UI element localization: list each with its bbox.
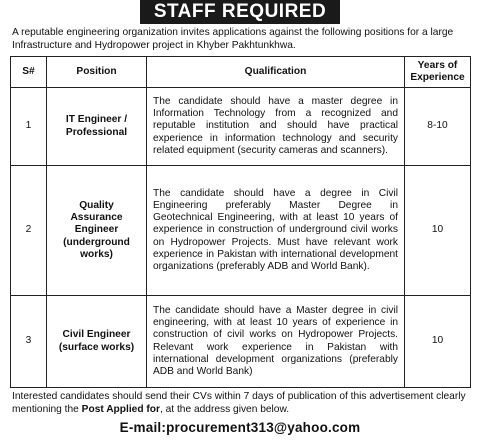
intro-text: A reputable engineering organization invites applications against the following positions for a large Infrastructure and Hydropower project in Khyber Pakhtunkhwa. [12,27,454,51]
application-instructions [12,391,468,416]
row-serial: 3 [11,296,47,388]
row-qualification: The candidate should have a master degree in Information Technology from a recognized and reputable institution and should have practical experience in information technology and security related equipment (security cameras and scanners). [147,88,405,166]
row-position: Civil Engineer (surface works) [47,296,147,388]
instructions-text: Interested candidates should send their CVs within 7 days of publication of this advertisement clearly mentioning the [12,391,466,415]
table-header-row [11,57,471,88]
row-years: 10 [405,166,471,296]
column-header-years: Years of Experience [405,57,471,88]
column-header-qualification: Qualification [147,57,405,88]
row-serial: 2 [11,166,47,296]
post-applied-emphasis: Post Applied for [81,403,160,415]
row-years: 8-10 [405,88,471,166]
row-qualification: The candidate should have a degree in Civil Engineering preferably Master Degree in Geotechnical Engineering, with at least 10 years of experience in construction of underground civil works on Hydropower Projects. Must have relevant work experience in Pakistan with international development organizations (preferably ADB and World Bank). [147,166,405,296]
column-header-position: Position [47,57,147,88]
row-qualification: The candidate should have a Master degree in civil engineering, with at least 10 years of experience in construction of civil works on Hydropower Projects. Relevant work experience in Pakistan with international development organizations (preferably ADB and World Bank) [147,296,405,388]
row-position: Quality Assurance Engineer (underground works) [47,166,147,296]
instructions-text-end: , at the address given below. [159,403,290,415]
column-header-sn: S# [11,57,47,88]
row-years: 10 [405,296,471,388]
page-title: STAFF REQUIRED [140,0,340,24]
contact-email[interactable]: E-mail:procurement313@yahoo.com [119,420,361,435]
positions-table [10,56,471,388]
table-row [11,296,471,388]
row-serial: 1 [11,88,47,166]
row-position: IT Engineer / Professional [47,88,147,166]
table-row [11,88,471,166]
table-row [11,166,471,296]
